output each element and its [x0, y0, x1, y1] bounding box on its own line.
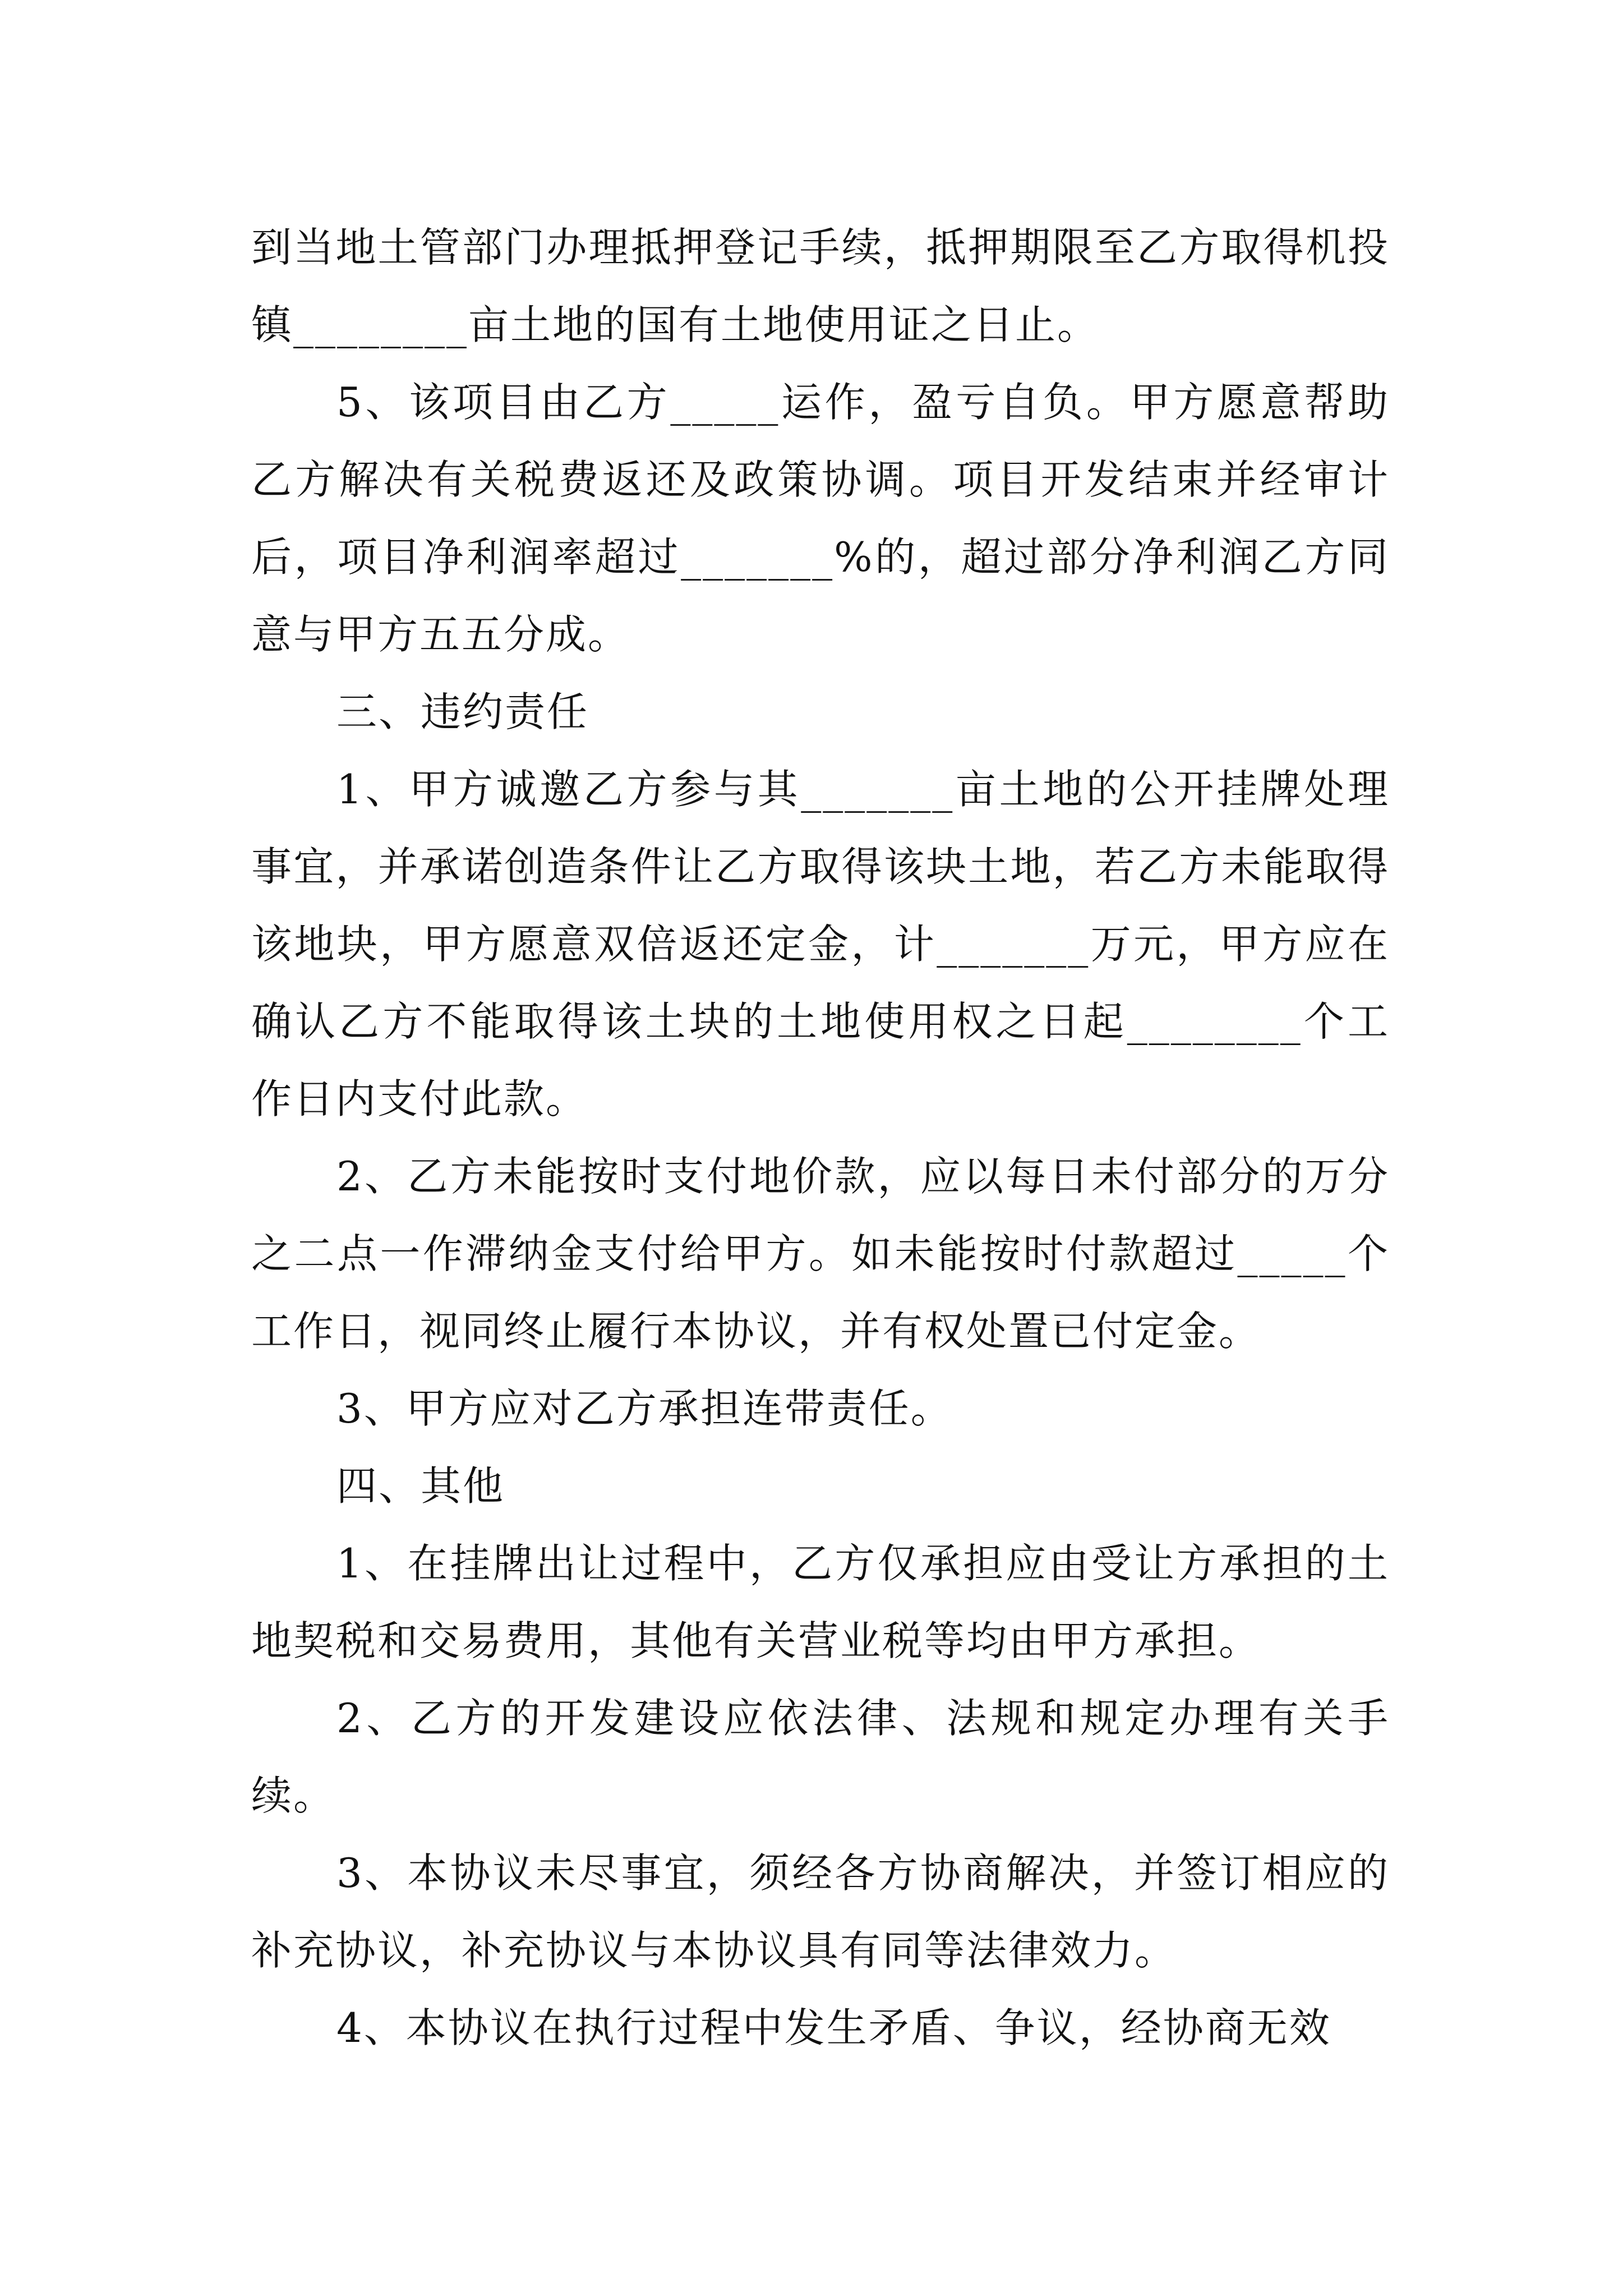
paragraph-clause-3-2: 2、乙方未能按时支付地价款，应以每日未付部分的万分之二点一作滞纳金支付给甲方。如未能按时付款超过_____个工作日，视同终止履行本协议，并有权处置已付定金。	[251, 1153, 1390, 1355]
paragraph-continuation: 到当地土管部门办理抵押登记手续，抵押期限至乙方取得机投镇________亩土地的国有土地使用证之日止。	[251, 224, 1390, 348]
paragraph-clause-3-1: 1、甲方诚邀乙方参与其_______亩土地的公开挂牌处理事宜，并承诺创造条件让乙方取得该块土地，若乙方未能取得该地块，甲方愿意双倍返还定金，计_______万元，甲方应在确认乙方不能取得该土块的土地使用权之日起________个工作日内支付此款。	[251, 766, 1390, 1122]
paragraph-clause-4-2: 2、乙方的开发建设应依法律、法规和规定办理有关手续。	[251, 1695, 1390, 1819]
paragraph-clause-4-3: 3、本协议未尽事宜，须经各方协商解决，并签订相应的补充协议，补充协议与本协议具有同等法律效力。	[251, 1849, 1390, 1974]
paragraph-clause-3-3: 3、甲方应对乙方承担连带责任。	[336, 1385, 953, 1432]
document-body	[251, 209, 1390, 2067]
paragraph-clause-4-4: 4、本协议在执行过程中发生矛盾、争议，经协商无效	[336, 2004, 1331, 2051]
paragraph-clause-2-5: 5、该项目由乙方_____运作，盈亏自负。甲方愿意帮助乙方解决有关税费返还及政策协调。项目开发结束并经审计后，项目净利润率超过_______%的，超过部分净利润乙方同意与甲方五五分成。	[251, 379, 1390, 658]
section-heading-other: 四、其他	[336, 1462, 505, 1510]
section-heading-liability: 三、违约责任	[336, 688, 589, 735]
paragraph-clause-4-1: 1、在挂牌出让过程中，乙方仅承担应由受让方承担的土地契税和交易费用，其他有关营业税等均由甲方承担。	[251, 1540, 1390, 1664]
